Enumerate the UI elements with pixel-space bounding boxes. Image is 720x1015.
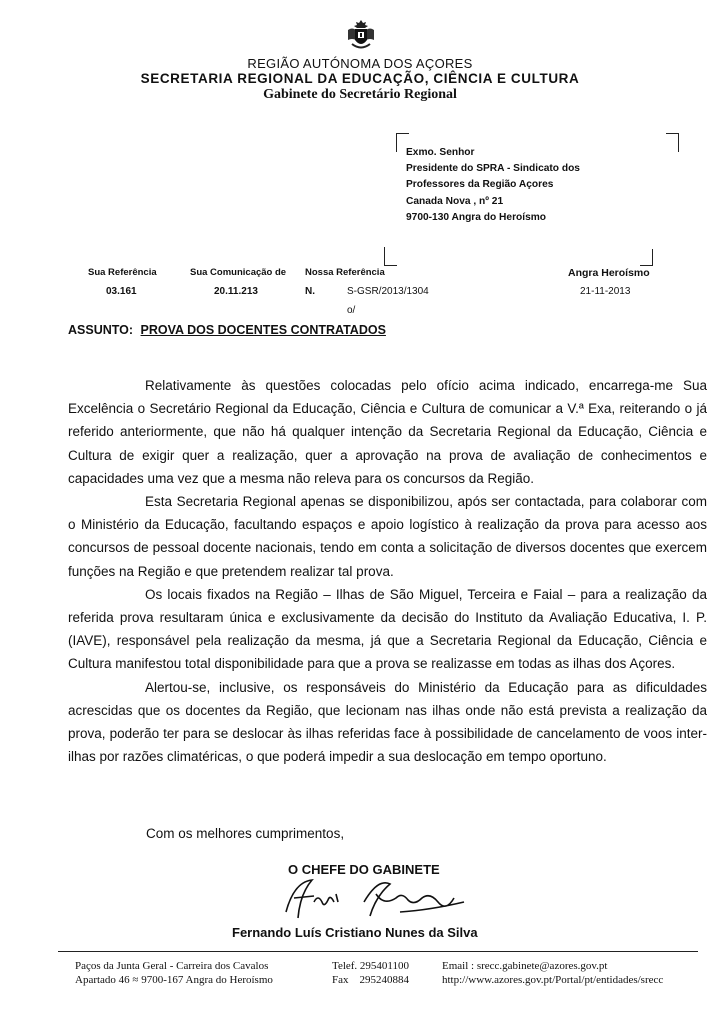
coat-of-arms-icon (344, 18, 378, 52)
nossa-referencia-extra: o/ (347, 305, 356, 316)
footer-phone: Telef. 295401100 (332, 960, 410, 972)
closing-salutation: Com os melhores cumprimentos, (146, 826, 345, 841)
footer-contact (442, 959, 663, 987)
addressee-line: Canada Nova , nº 21 (406, 195, 504, 207)
footer-phone-fax (332, 959, 409, 987)
address-corner-bottom-right (640, 249, 653, 266)
address-corner-top-right (666, 133, 679, 152)
addressee-line: Professores da Região Açores (406, 179, 554, 191)
addressee-line: Presidente do SPRA - Sindicato dos (406, 163, 580, 175)
nossa-referencia-value: S-GSR/2013/1304 (347, 286, 429, 297)
sua-referencia-label: Sua Referência (88, 267, 157, 278)
body-paragraph: Relativamente às questões colocadas pelo ofício acima indicado, encarrega-me Sua Excelência o Secretário Regional da Educação, Ciência e Cultura de comunicar a V.ª Exa, reiterando o já referido anteriormente, que não há qualquer intenção da Secretaria Regional da Educação, Ciência e Cultura de exigir quer a realização, quer a aprovação na prova de avaliação de conhecimentos e capacidades uma vez que a mesma não releva para os concursos da Região. (68, 378, 707, 486)
address-corner-bottom-left (384, 247, 397, 266)
sua-referencia-value: 03.161 (106, 286, 137, 297)
addressee-block (406, 145, 580, 226)
footer-fax: Fax 295240884 (332, 974, 409, 986)
letter-body (68, 374, 707, 768)
subject-text: PROVA DOS DOCENTES CONTRATADOS (140, 323, 386, 337)
nossa-referencia-prefix: N. (305, 286, 315, 297)
body-paragraph: Alertou-se, inclusive, os responsáveis do Ministério da Educação para as dificuldades acrescidas que os docentes da Região, que lecionam nas ilhas onde não está prevista a realização da prova, poderão ter para se deslocar às ilhas referidas face à possibilidade de cancelamento de voos inter-ilhas por razões climatéricas, o que poderá impedir a sua deslocação em tempo oportuno. (68, 679, 707, 765)
signatory-name: Fernando Luís Cristiano Nunes da Silva (232, 925, 478, 940)
subject-line (68, 323, 386, 337)
sua-comunicacao-label: Sua Comunicação de (190, 267, 287, 278)
footer-email: Email : srecc.gabinete@azores.gov.pt (442, 960, 608, 972)
addressee-line: Exmo. Senhor (406, 147, 475, 158)
handwritten-signature (280, 872, 480, 930)
footer-address-line: Paços da Junta Geral - Carreira dos Cavalos (75, 960, 269, 972)
addressee-line: 9700-130 Angra do Heroísmo (406, 211, 547, 223)
signatory-title: O CHEFE DO GABINETE (288, 862, 440, 877)
nossa-referencia-label: Nossa Referência (305, 267, 385, 278)
secretariat-title: SECRETARIA REGIONAL DA EDUCAÇÃO, CIÊNCIA E CULTURA (140, 71, 580, 86)
footer-url: http://www.azores.gov.pt/Portal/pt/entidades/srecc (442, 974, 664, 986)
letter-date: 21-11-2013 (580, 286, 631, 297)
subject-label: ASSUNTO: (68, 323, 134, 337)
footer-address (75, 959, 273, 987)
place-label: Angra Heroísmo (568, 267, 650, 279)
office-title: Gabinete do Secretário Regional (263, 87, 457, 102)
body-paragraph: Os locais fixados na Região – Ilhas de São Miguel, Terceira e Faial – para a realização da referida prova resultaram única e exclusivamente da decisão do Instituto da Avaliação Educativa, I. P. (IAVE), responsável pela realização da mesma, já que a Secretaria Regional da Educação, Ciência e Cultura manifestou total disponibilidade para que a prova se realizasse em todas as ilhas dos Açores. (68, 586, 707, 672)
sua-comunicacao-value: 20.11.213 (214, 286, 258, 297)
footer-address-line: Apartado 46 ≈ 9700-167 Angra do Heroísmo (75, 974, 273, 986)
body-paragraph: Esta Secretaria Regional apenas se disponibilizou, após ser contactada, para colaborar com o Ministério da Educação, facultando espaços e apoio logístico à realização da prova para acesso aos concursos de pessoal docente nacionais, tendo em conta a solicitação de diversos docentes que exercem funções na Região e que pretendem realizar tal prova. (68, 494, 707, 579)
footer-divider (58, 951, 698, 952)
region-title: REGIÃO AUTÓNOMA DOS AÇORES (247, 56, 473, 71)
